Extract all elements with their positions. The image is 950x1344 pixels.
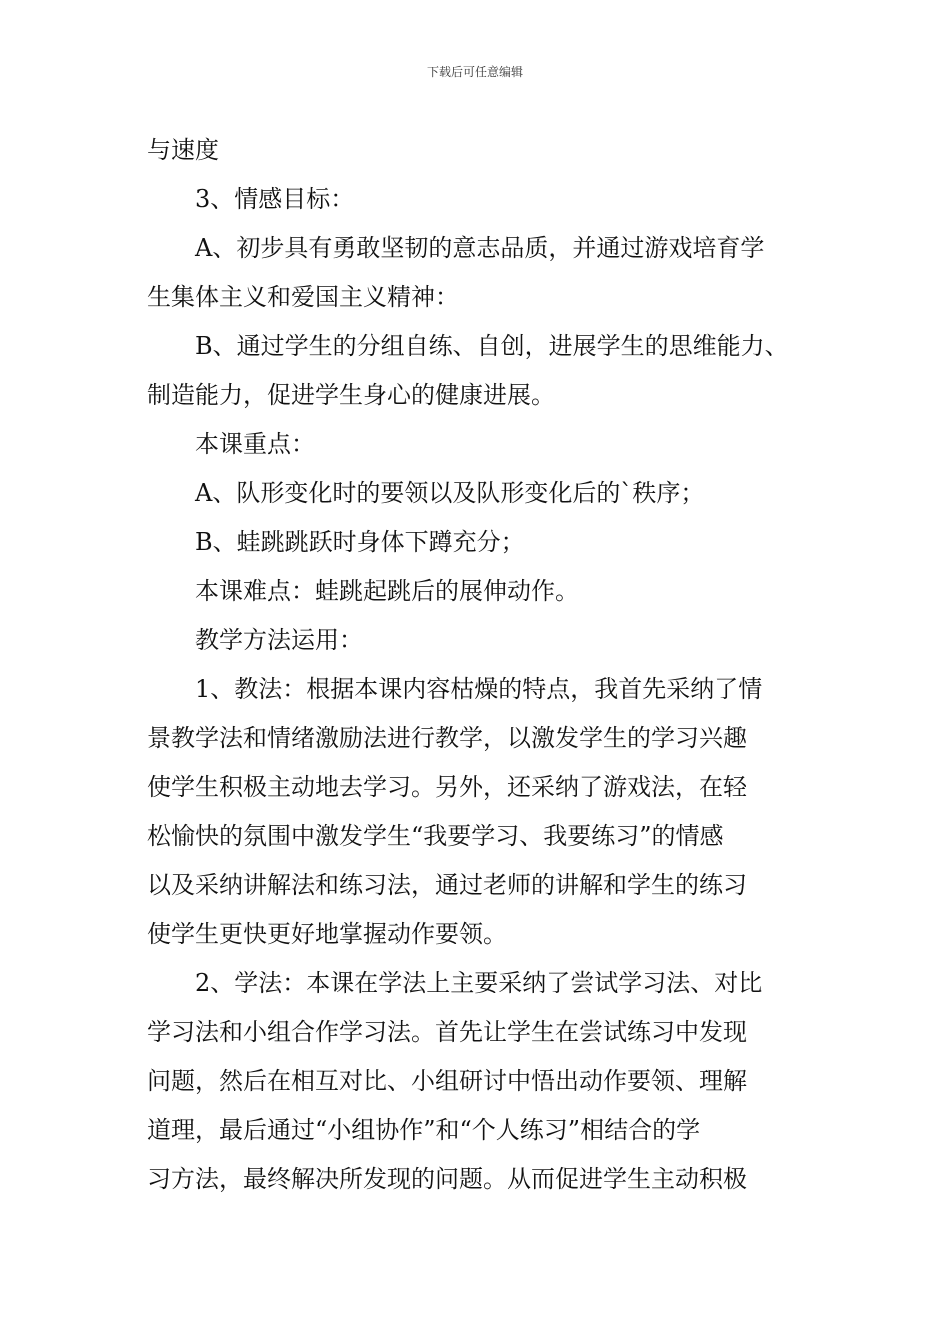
text-line: 与速度: [147, 136, 219, 164]
text-line: 2、学法：本课在学法上主要采纳了尝试学习法、对比: [195, 969, 763, 997]
page-header: 下载后可任意编辑: [426, 65, 523, 79]
text-line: 本课难点：蛙跳起跳后的展伸动作。: [195, 577, 579, 605]
text-line: A、队形变化时的要领以及队形变化后的`秩序；: [195, 479, 705, 507]
text-line: B、蛙跳跳跃时身体下蹲充分；: [195, 528, 525, 556]
text-line: 习方法，最终解决所发现的问题。从而促进学生主动积极: [147, 1165, 747, 1193]
text-line: 学习法和小组合作学习法。首先让学生在尝试练习中发现: [147, 1018, 747, 1046]
text-line: 问题，然后在相互对比、小组研讨中悟出动作要领、理解: [147, 1067, 747, 1095]
text-line: A、初步具有勇敢坚韧的意志品质，并通过游戏培育学: [195, 234, 765, 262]
text-line: 制造能力，促进学生身心的健康进展。: [147, 381, 555, 409]
text-line: 1、教法：根据本课内容枯燥的特点，我首先采纳了情: [195, 675, 763, 703]
text-line: 本课重点：: [195, 430, 315, 458]
text-line: 教学方法运用：: [195, 626, 363, 654]
text-line: 以及采纳讲解法和练习法，通过老师的讲解和学生的练习: [147, 871, 747, 899]
text-line: 道理，最后通过“小组协作”和“个人练习”相结合的学: [147, 1116, 701, 1144]
text-line: 景教学法和情绪激励法进行教学，以激发学生的学习兴趣: [147, 724, 747, 752]
text-line: 生集体主义和爱国主义精神：: [147, 283, 459, 311]
text-line: 使学生更快更好地掌握动作要领。: [147, 920, 507, 948]
document-body: [147, 126, 827, 1204]
text-line: B、通过学生的分组自练、自创，进展学生的思维能力、: [195, 332, 789, 360]
text-line: 松愉快的氛围中激发学生“我要学习、我要练习”的情感: [147, 822, 724, 850]
text-line: 3、情感目标：: [195, 185, 355, 213]
text-line: 使学生积极主动地去学习。另外，还采纳了游戏法，在轻: [147, 773, 747, 801]
